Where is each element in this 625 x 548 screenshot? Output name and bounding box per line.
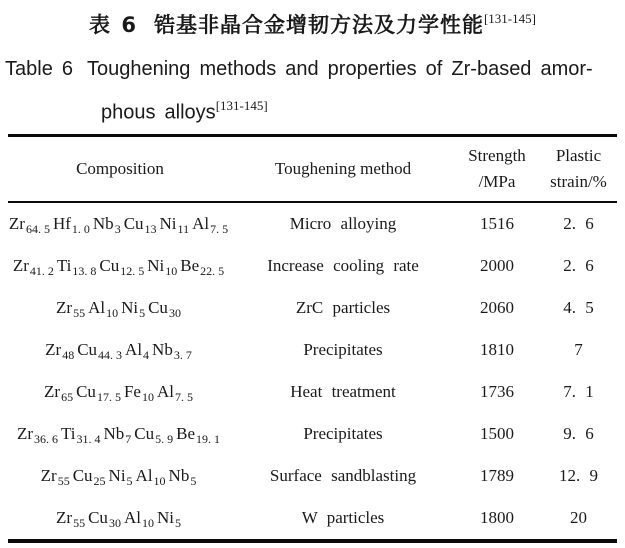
stoichiometry-subscript: 7. 5 (210, 222, 229, 237)
plastic-strain-cell: 7. 1 (563, 381, 594, 401)
table-row (8, 329, 617, 371)
toughening-method-cell: ZrC particles (295, 297, 391, 317)
stoichiometry-subscript: 30 (168, 306, 181, 321)
stoichiometry-subscript: 22. 5 (200, 264, 225, 279)
strength-cell: 1736 (480, 381, 514, 401)
toughening-method-cell: Micro alloying (289, 213, 397, 233)
stoichiometry-subscript: 7 (125, 432, 132, 447)
stoichiometry-subscript: 5 (126, 474, 133, 489)
stoichiometry-subscript: 5 (174, 516, 181, 531)
strength-cell: 1789 (480, 465, 514, 485)
table-body (8, 202, 617, 541)
toughening-method-cell: Surface sandblasting (269, 465, 417, 485)
composition-cell: $Zr_{41. 2}$ $Ti_{13. 8}$ $Cu_{12. 5}$ $Ni_{10}$ $Be_{22. 5}$ (12, 255, 225, 279)
stoichiometry-subscript: 48 (62, 348, 75, 363)
table-row (8, 455, 617, 497)
plastic-strain-cell: 2. 6 (563, 213, 594, 233)
plastic-strain-cell: 2. 6 (563, 255, 594, 275)
column-header-toughening-method: Toughening method (232, 135, 454, 202)
strength-cell: 2060 (480, 297, 514, 317)
stoichiometry-subscript: 7. 5 (174, 390, 193, 405)
stoichiometry-subscript: 3 (114, 222, 121, 237)
stoichiometry-subscript: 65 (61, 390, 74, 405)
table-caption-en (5, 50, 620, 132)
table-caption-en-text2: phous alloys (101, 101, 216, 124)
stoichiometry-subscript: 10 (165, 264, 178, 279)
table-caption-en-line2 (101, 88, 620, 132)
toughening-method-cell: Heat treatment (290, 381, 396, 401)
stoichiometry-subscript: 55 (57, 474, 70, 489)
composition-cell: $Zr_{48}$ $Cu_{44. 3}$ $Al_4$ $Nb_{3. 7}$ (45, 339, 192, 363)
stoichiometry-subscript: 41. 2 (29, 264, 54, 279)
composition-cell: $Zr_{64. 5}$ $Hf_{1. 0}$ $Nb_3$ $Cu_{13}$ $Ni_{11}$ $Al_{7. 5}$ (8, 213, 229, 237)
table-row (8, 413, 617, 455)
table-row (8, 245, 617, 287)
table-caption-zh-title: 锆基非晶合金增韧方法及力学性能 (153, 13, 484, 37)
stoichiometry-subscript: 3. 7 (173, 348, 192, 363)
plastic-strain-cell: 20 (570, 507, 587, 527)
strength-cell: 1810 (480, 339, 514, 359)
stoichiometry-subscript: 55 (73, 306, 86, 321)
stoichiometry-subscript: 64. 5 (25, 222, 50, 237)
paper-table-figure (0, 5, 625, 543)
alloys-data-table (8, 134, 617, 543)
toughening-method-cell: Precipitates (303, 423, 383, 443)
strength-cell: 2000 (480, 255, 514, 275)
table-row (8, 202, 617, 245)
table-caption-en-text: Toughening methods and properties of Zr-based amor- (87, 58, 593, 80)
table-row (8, 287, 617, 329)
stoichiometry-subscript: 10 (141, 390, 154, 405)
table-caption-zh-label: 表 6 (89, 13, 138, 37)
toughening-method-cell: W particles (301, 507, 385, 527)
stoichiometry-subscript: 4 (143, 348, 150, 363)
strength-cell: 1800 (480, 507, 514, 527)
stoichiometry-subscript: 19. 1 (196, 432, 221, 447)
composition-cell: $Zr_{55}$ $Cu_{25}$ $Ni_5$ $Al_{10}$ $Nb_5$ (40, 465, 197, 489)
stoichiometry-subscript: 17. 5 (96, 390, 121, 405)
table-caption-en-label: Table 6 (5, 58, 73, 80)
composition-cell: $Zr_{36. 6}$ $Ti_{31. 4}$ $Nb_7$ $Cu_{5. 9}$ $Be_{19. 1}$ (16, 423, 221, 447)
stoichiometry-subscript: 5 (190, 474, 197, 489)
stoichiometry-subscript: 10 (141, 516, 154, 531)
stoichiometry-subscript: 1. 0 (71, 222, 90, 237)
stoichiometry-subscript: 13. 8 (72, 264, 97, 279)
table-row (8, 371, 617, 413)
plastic-strain-cell: 9. 6 (563, 423, 594, 443)
stoichiometry-subscript: 11 (177, 222, 190, 237)
table-row (8, 497, 617, 541)
toughening-method-cell: Increase cooling rate (267, 255, 419, 275)
table-header (8, 135, 617, 202)
plastic-strain-cell: 7 (574, 339, 583, 359)
plastic-strain-cell: 4. 5 (563, 297, 594, 317)
stoichiometry-subscript: 44. 3 (98, 348, 123, 363)
toughening-method-cell: Precipitates (303, 339, 383, 359)
table-caption-en-line1 (5, 58, 593, 80)
stoichiometry-subscript: 10 (153, 474, 166, 489)
stoichiometry-subscript: 55 (73, 516, 86, 531)
composition-cell: $Zr_{55}$ $Cu_{30}$ $Al_{10}$ $Ni_5$ (56, 507, 181, 531)
stoichiometry-subscript: 10 (106, 306, 119, 321)
citation-reference: [131-145] (215, 98, 268, 113)
citation-reference: [131-145] (483, 11, 536, 26)
stoichiometry-subscript: 13 (144, 222, 157, 237)
stoichiometry-subscript: 25 (93, 474, 106, 489)
stoichiometry-subscript: 31. 4 (76, 432, 101, 447)
table-caption-zh (0, 5, 625, 40)
strength-cell: 1500 (480, 423, 514, 443)
composition-cell: $Zr_{65}$ $Cu_{17. 5}$ $Fe_{10}$ $Al_{7. 5}$ (44, 381, 193, 405)
plastic-strain-cell: 12. 9 (559, 465, 598, 485)
strength-cell: 1516 (480, 213, 514, 233)
composition-cell: $Zr_{55}$ $Al_{10}$ $Ni_5$ $Cu_{30}$ (56, 297, 181, 321)
stoichiometry-subscript: 12. 5 (120, 264, 145, 279)
stoichiometry-subscript: 5. 9 (155, 432, 174, 447)
column-header-strength: Strength /MPa (454, 135, 540, 202)
column-header-plastic-strain: Plastic strain/% (540, 135, 617, 202)
table-header-row (8, 135, 617, 202)
stoichiometry-subscript: 30 (108, 516, 121, 531)
stoichiometry-subscript: 36. 6 (34, 432, 58, 447)
column-header-composition: Composition (8, 135, 232, 202)
stoichiometry-subscript: 5 (139, 306, 146, 321)
